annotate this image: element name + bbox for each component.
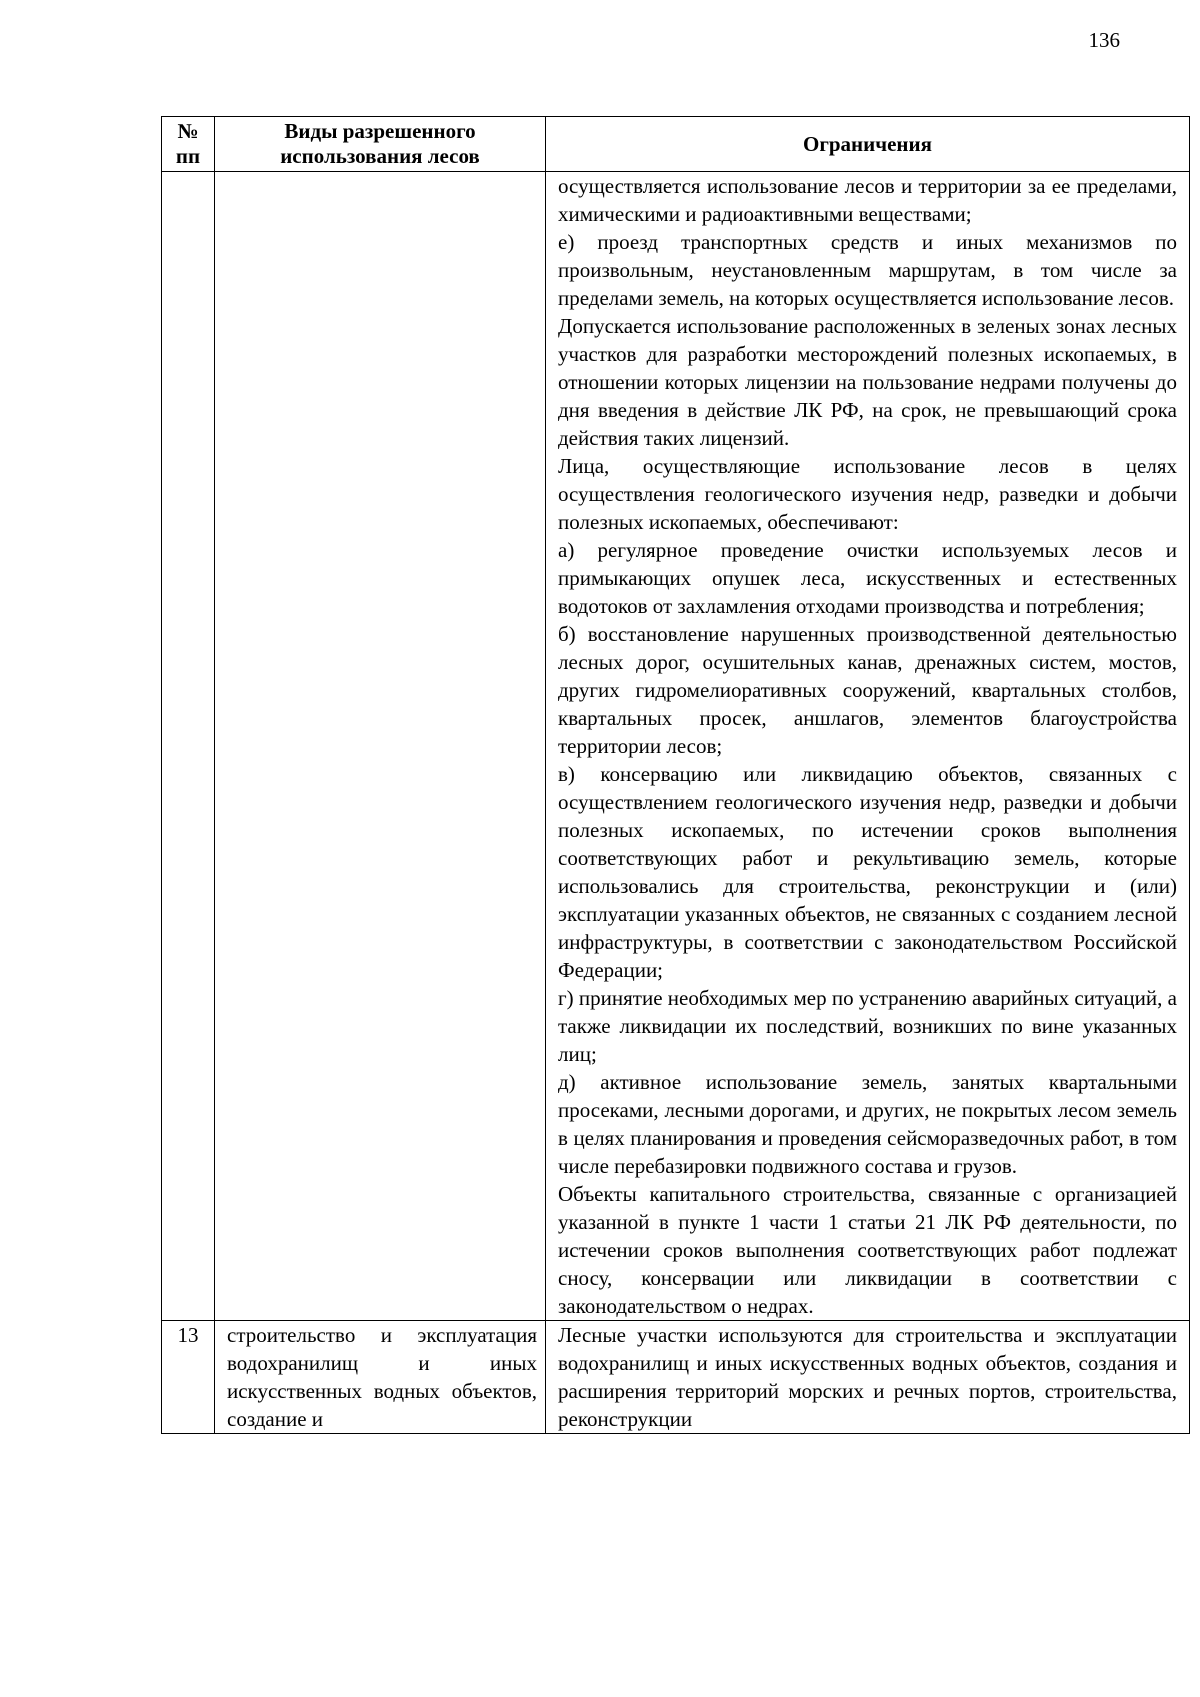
restriction-paragraph: а) регулярное проведение очистки используемых лесов и примыкающих опушек леса, искусственных и естественных водотоков от захламления отходами производства и потребления; [558, 538, 1177, 618]
restriction-paragraph: б) восстановление нарушенных производственной деятельностью лесных дорог, осушительных канав, дренажных систем, мостов, других гидромелиоративных сооружений, квартальных столбов, квартальных просек, аншлагов, элементов благоустройства территории лесов; [558, 622, 1177, 758]
table-header-row [162, 117, 1190, 172]
header-use-type [215, 117, 546, 172]
restriction-paragraph: Лесные участки используются для строительства и эксплуатации водохранилищ и иных искусственных водных объектов, создания и расширения территорий морских и речных портов, строительства, реконструкции [558, 1323, 1177, 1431]
header-num [162, 117, 215, 172]
table-row-continued [162, 172, 1190, 1321]
restriction-paragraph: Допускается использование расположенных в зеленых зонах лесных участков для разработки месторождений полезных ископаемых, в отношении которых лицензии на пользование недрами получены до дня введения в действие ЛК РФ, на срок, не превышающий срока действия таких лицензий. [558, 314, 1177, 450]
restriction-paragraph: осуществляется использование лесов и территории за ее пределами, химическими и радиоактивными веществами; [558, 174, 1177, 226]
header-restrictions: Ограничения [546, 117, 1190, 172]
table-row-13 [162, 1321, 1190, 1434]
restriction-paragraph: Лица, осуществляющие использование лесов в целях осуществления геологического изучения недр, разведки и добычи полезных ископаемых, обеспечивают: [558, 454, 1177, 534]
restriction-paragraph: е) проезд транспортных средств и иных механизмов по произвольным, неустановленным маршрутам, в том числе за пределами земель, на которых осуществляется использование лесов. [558, 230, 1177, 310]
row-13-num: 13 [162, 1321, 215, 1434]
row-continued-num [162, 172, 215, 1321]
header-num-line2: пп [175, 144, 201, 168]
header-num-line1: № [177, 119, 199, 143]
restriction-paragraph: Объекты капитального строительства, связанные с организацией указанной в пункте 1 части 1 статьи 21 ЛК РФ деятельности, по истечении сроков выполнения соответствующих работ подлежат сносу, консервации или ликвидации в соответствии с законодательством о недрах. [558, 1182, 1177, 1318]
header-use-type-line2: использования лесов [280, 144, 480, 168]
row-continued-restrictions [546, 172, 1190, 1321]
restriction-paragraph: в) консервацию или ликвидацию объектов, связанных с осуществлением геологического изучения недр, разведки и добычи полезных ископаемых, по истечении сроков выполнения соответствующих работ и рекультивацию земель, которые использовались для строительства, реконструкции и (или) эксплуатации указанных объектов, не связанных с созданием лесной инфраструктуры, в соответствии с законодательством Российской Федерации; [558, 762, 1177, 982]
restriction-paragraph: д) активное использование земель, занятых квартальными просеками, лесными дорогами, и других, не покрытых лесом земель в целях планирования и проведения сейсморазведочных работ, в том числе перебазировки подвижного состава и грузов. [558, 1070, 1177, 1178]
restriction-paragraph: г) принятие необходимых мер по устранению аварийных ситуаций, а также ликвидации их последствий, возникших по вине указанных лиц; [558, 986, 1177, 1066]
row-continued-type [215, 172, 546, 1321]
page-number: 136 [1088, 28, 1120, 52]
header-use-type-line1: Виды разрешенного [284, 119, 476, 143]
row-13-use-type: строительство и эксплуатация водохранилищ и иных искусственных водных объектов, создание и [215, 1321, 546, 1434]
forest-use-table [161, 116, 1190, 1434]
row-13-restrictions [546, 1321, 1190, 1434]
